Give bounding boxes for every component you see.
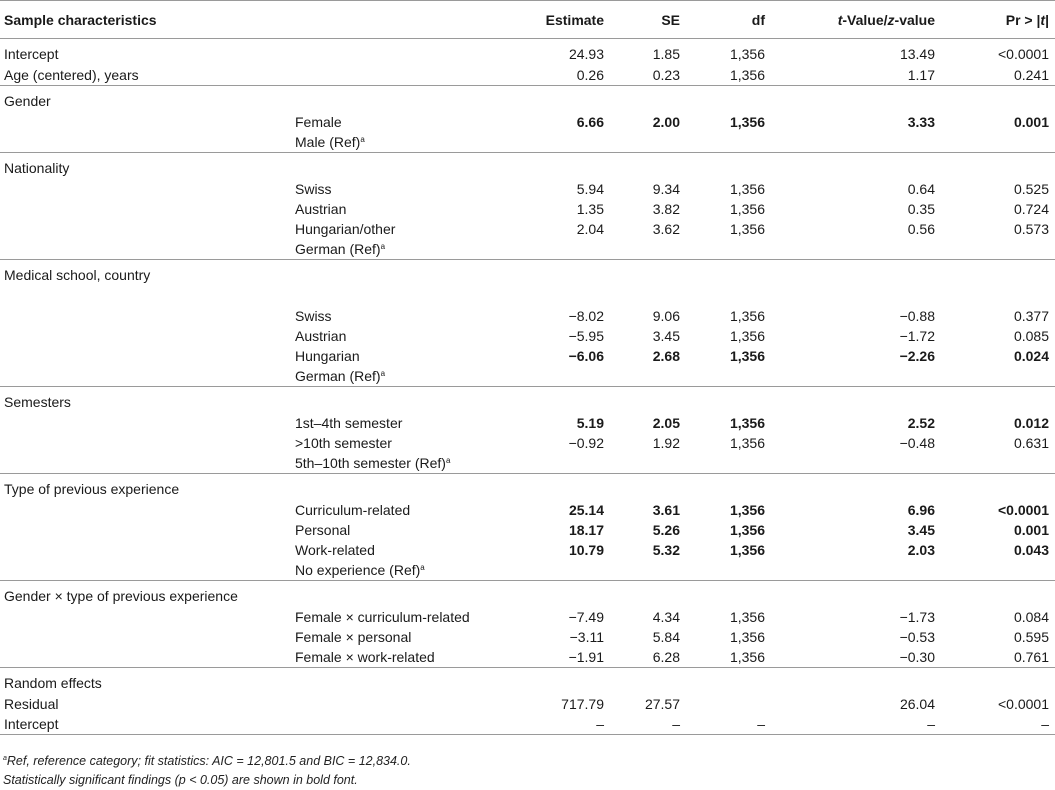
table-row — [0, 153, 1055, 180]
cell-estimate: 717.79 — [561, 696, 604, 712]
row-label-personal: Personal — [295, 522, 351, 538]
cell-se: – — [610, 714, 686, 735]
table-row — [0, 387, 1055, 414]
cell-p: 0.377 — [1013, 308, 1049, 324]
cell-se: 9.34 — [652, 181, 680, 197]
cell-df: – — [686, 714, 771, 735]
cell-se: 1.92 — [652, 435, 680, 451]
cell-estimate: −8.02 — [568, 308, 604, 324]
section-label-random-effects: Random effects — [0, 668, 1055, 695]
table-row — [0, 346, 1055, 366]
cell-p: 0.012 — [1013, 415, 1049, 431]
table-row — [0, 413, 1055, 433]
section-label-gender: Gender — [0, 86, 1055, 113]
cell-t: 26.04 — [899, 696, 935, 712]
cell-p: 0.724 — [1013, 201, 1049, 217]
cell-estimate: 24.93 — [568, 45, 604, 62]
cell-estimate: 0.26 — [576, 67, 604, 83]
cell-df: 1,356 — [729, 629, 765, 645]
section-label-experience: Type of previous experience — [0, 474, 1055, 501]
row-label-curriculum-related: Curriculum-related — [295, 502, 411, 518]
cell-df: 1,356 — [729, 45, 765, 62]
table-row — [0, 560, 1055, 581]
cell-estimate: 2.04 — [576, 221, 604, 237]
cell-estimate: 5.94 — [576, 181, 604, 197]
cell-se: 6.28 — [652, 649, 680, 665]
cell-se: 5.26 — [652, 522, 680, 538]
cell-estimate: −5.95 — [568, 328, 604, 344]
cell-df: 1,356 — [729, 328, 765, 344]
row-label-residual: Residual — [4, 696, 59, 712]
table-row — [0, 668, 1055, 695]
cell-df: 1,356 — [729, 67, 765, 83]
table-row — [0, 520, 1055, 540]
section-label-semesters: Semesters — [0, 387, 1055, 414]
cell-se: 4.34 — [652, 609, 680, 625]
cell-se: 3.82 — [652, 201, 680, 217]
row-label-age: Age (centered), years — [4, 67, 139, 83]
cell-df: 1,356 — [729, 649, 765, 665]
cell-t: 3.33 — [907, 114, 935, 130]
cell-p: 0.525 — [1013, 181, 1049, 197]
table-row — [0, 500, 1055, 520]
row-label-ref: 5th–10th semester (Ref)$^a$ — [295, 455, 451, 471]
row-label-10th-plus-semester: >10th semester — [295, 435, 392, 451]
cell-t: −0.48 — [899, 435, 935, 451]
table-row — [0, 199, 1055, 219]
cell-df: 1,356 — [729, 201, 765, 217]
table-row — [0, 366, 1055, 387]
cell-df: 1,356 — [729, 181, 765, 197]
table-row — [0, 647, 1055, 668]
table-row — [0, 433, 1055, 453]
table-row — [0, 627, 1055, 647]
table-row — [0, 219, 1055, 239]
cell-p: – — [941, 714, 1055, 735]
table-row — [0, 607, 1055, 627]
header-sample-characteristics: Sample characteristics — [0, 1, 482, 39]
row-label-hungarian-other: Hungarian/other — [295, 221, 396, 237]
cell-p: 0.085 — [1013, 328, 1049, 344]
table-row — [0, 694, 1055, 714]
cell-df: 1,356 — [729, 522, 765, 538]
cell-p: <0.0001 — [998, 45, 1049, 62]
cell-p: 0.084 — [1013, 609, 1049, 625]
header-t-z-value: t-Value/z-value — [771, 1, 941, 39]
table-row — [0, 326, 1055, 346]
cell-se: 3.61 — [652, 502, 680, 518]
table-row — [0, 453, 1055, 474]
cell-t: 0.56 — [907, 221, 935, 237]
cell-p: <0.0001 — [998, 502, 1049, 518]
cell-p: 0.573 — [1013, 221, 1049, 237]
cell-estimate: −0.92 — [568, 435, 604, 451]
cell-estimate: 1.35 — [576, 201, 604, 217]
row-label-ref: No experience (Ref)$^a$ — [295, 562, 425, 578]
cell-p: 0.001 — [1013, 522, 1049, 538]
header-se: SE — [610, 1, 686, 39]
cell-p: 0.761 — [1013, 649, 1049, 665]
cell-estimate: – — [482, 714, 610, 735]
cell-se: 5.84 — [652, 629, 680, 645]
table-row — [0, 581, 1055, 608]
cell-p: 0.043 — [1013, 542, 1049, 558]
cell-p: 0.024 — [1013, 348, 1049, 364]
cell-estimate: 25.14 — [568, 502, 604, 518]
header-p-value: Pr > |t| — [941, 1, 1055, 39]
cell-t: −1.73 — [899, 609, 935, 625]
header-df: df — [686, 1, 771, 39]
cell-df: 1,356 — [729, 221, 765, 237]
cell-df: 1,356 — [729, 542, 765, 558]
cell-se: 2.68 — [652, 348, 680, 364]
section-label-nationality: Nationality — [0, 153, 1055, 180]
cell-t: −0.53 — [899, 629, 935, 645]
cell-se: 0.23 — [652, 67, 680, 83]
cell-t: −0.88 — [899, 308, 935, 324]
cell-df: 1,356 — [729, 609, 765, 625]
row-label-random-intercept: Intercept — [0, 714, 482, 735]
row-label-ref: German (Ref)$^a$ — [295, 368, 386, 384]
table-row — [0, 306, 1055, 326]
table-row — [0, 714, 1055, 735]
cell-df: 1,356 — [729, 435, 765, 451]
cell-estimate: 10.79 — [568, 542, 604, 558]
row-label-swiss: Swiss — [295, 181, 332, 197]
cell-p: <0.0001 — [998, 696, 1049, 712]
row-label-work-related: Work-related — [295, 542, 375, 558]
cell-estimate: 6.66 — [576, 114, 604, 130]
cell-estimate: −3.11 — [569, 629, 604, 645]
table-row — [0, 65, 1055, 86]
row-label-1st-4th-semester: 1st–4th semester — [295, 415, 403, 431]
cell-df — [686, 694, 771, 714]
cell-df: 1,356 — [729, 502, 765, 518]
cell-se: 2.00 — [652, 114, 680, 130]
spacer-row — [0, 286, 1055, 306]
row-label-austrian: Austrian — [295, 328, 347, 344]
cell-t: 2.52 — [907, 415, 935, 431]
cell-t: −0.30 — [899, 649, 935, 665]
cell-t: −2.26 — [899, 348, 935, 364]
row-label-female: Female — [295, 114, 342, 130]
cell-t: 6.96 — [907, 502, 935, 518]
cell-p: 0.241 — [1013, 67, 1049, 83]
cell-df: 1,356 — [729, 308, 765, 324]
cell-t: 13.49 — [899, 45, 935, 62]
section-label-interaction: Gender × type of previous experience — [0, 581, 1055, 608]
row-label-swiss: Swiss — [295, 308, 332, 324]
cell-t: −1.72 — [899, 328, 935, 344]
cell-df: 1,356 — [729, 114, 765, 130]
table-row — [0, 179, 1055, 199]
cell-se: 5.32 — [652, 542, 680, 558]
cell-estimate: −6.06 — [568, 348, 604, 364]
cell-se: 3.45 — [652, 328, 680, 344]
row-label-austrian: Austrian — [295, 201, 347, 217]
row-label-female-curriculum: Female × curriculum-related — [295, 609, 470, 625]
cell-df: 1,356 — [729, 415, 765, 431]
cell-p: 0.595 — [1013, 629, 1049, 645]
cell-se: 3.62 — [652, 221, 680, 237]
cell-t: 3.45 — [907, 522, 935, 538]
cell-t: 0.35 — [907, 201, 935, 217]
row-label-hungarian: Hungarian — [295, 348, 360, 364]
table-row — [0, 112, 1055, 132]
table-row — [0, 132, 1055, 153]
cell-t: 1.17 — [907, 67, 935, 83]
footnote-reference: $^a$Ref, reference category; fit statistics: AIC = 12,801.5 and BIC = 12,834.0. — [3, 754, 411, 768]
table-row — [0, 239, 1055, 260]
cell-p: 0.001 — [1013, 114, 1049, 130]
row-label-female-personal: Female × personal — [295, 629, 412, 645]
header-estimate: Estimate — [482, 1, 610, 39]
table-footnotes — [3, 752, 411, 790]
row-label-intercept: Intercept — [4, 45, 59, 62]
header-row — [0, 1, 1055, 39]
cell-se: 2.05 — [652, 415, 680, 431]
cell-t: 2.03 — [907, 542, 935, 558]
table-row — [0, 260, 1055, 287]
row-label-ref: Male (Ref)$^a$ — [295, 134, 365, 150]
cell-df: 1,356 — [729, 348, 765, 364]
cell-estimate: −7.49 — [568, 609, 604, 625]
footnote-significance: Statistically significant findings (p < 0.05) are shown in bold font. — [3, 773, 358, 787]
table-row — [0, 474, 1055, 501]
section-label-medical-school: Medical school, country — [0, 260, 1055, 287]
row-label-female-work: Female × work-related — [295, 649, 435, 665]
table-row — [0, 86, 1055, 113]
table-row — [0, 540, 1055, 560]
cell-se: 27.57 — [644, 696, 680, 712]
table-row — [0, 39, 1055, 66]
cell-estimate: −1.91 — [568, 649, 604, 665]
cell-se: 1.85 — [652, 45, 680, 62]
cell-estimate: 5.19 — [576, 415, 604, 431]
cell-t: – — [771, 714, 941, 735]
cell-p: 0.631 — [1013, 435, 1049, 451]
cell-t: 0.64 — [907, 181, 935, 197]
cell-se: 9.06 — [652, 308, 680, 324]
row-label-ref: German (Ref)$^a$ — [295, 241, 386, 257]
cell-estimate: 18.17 — [568, 522, 604, 538]
